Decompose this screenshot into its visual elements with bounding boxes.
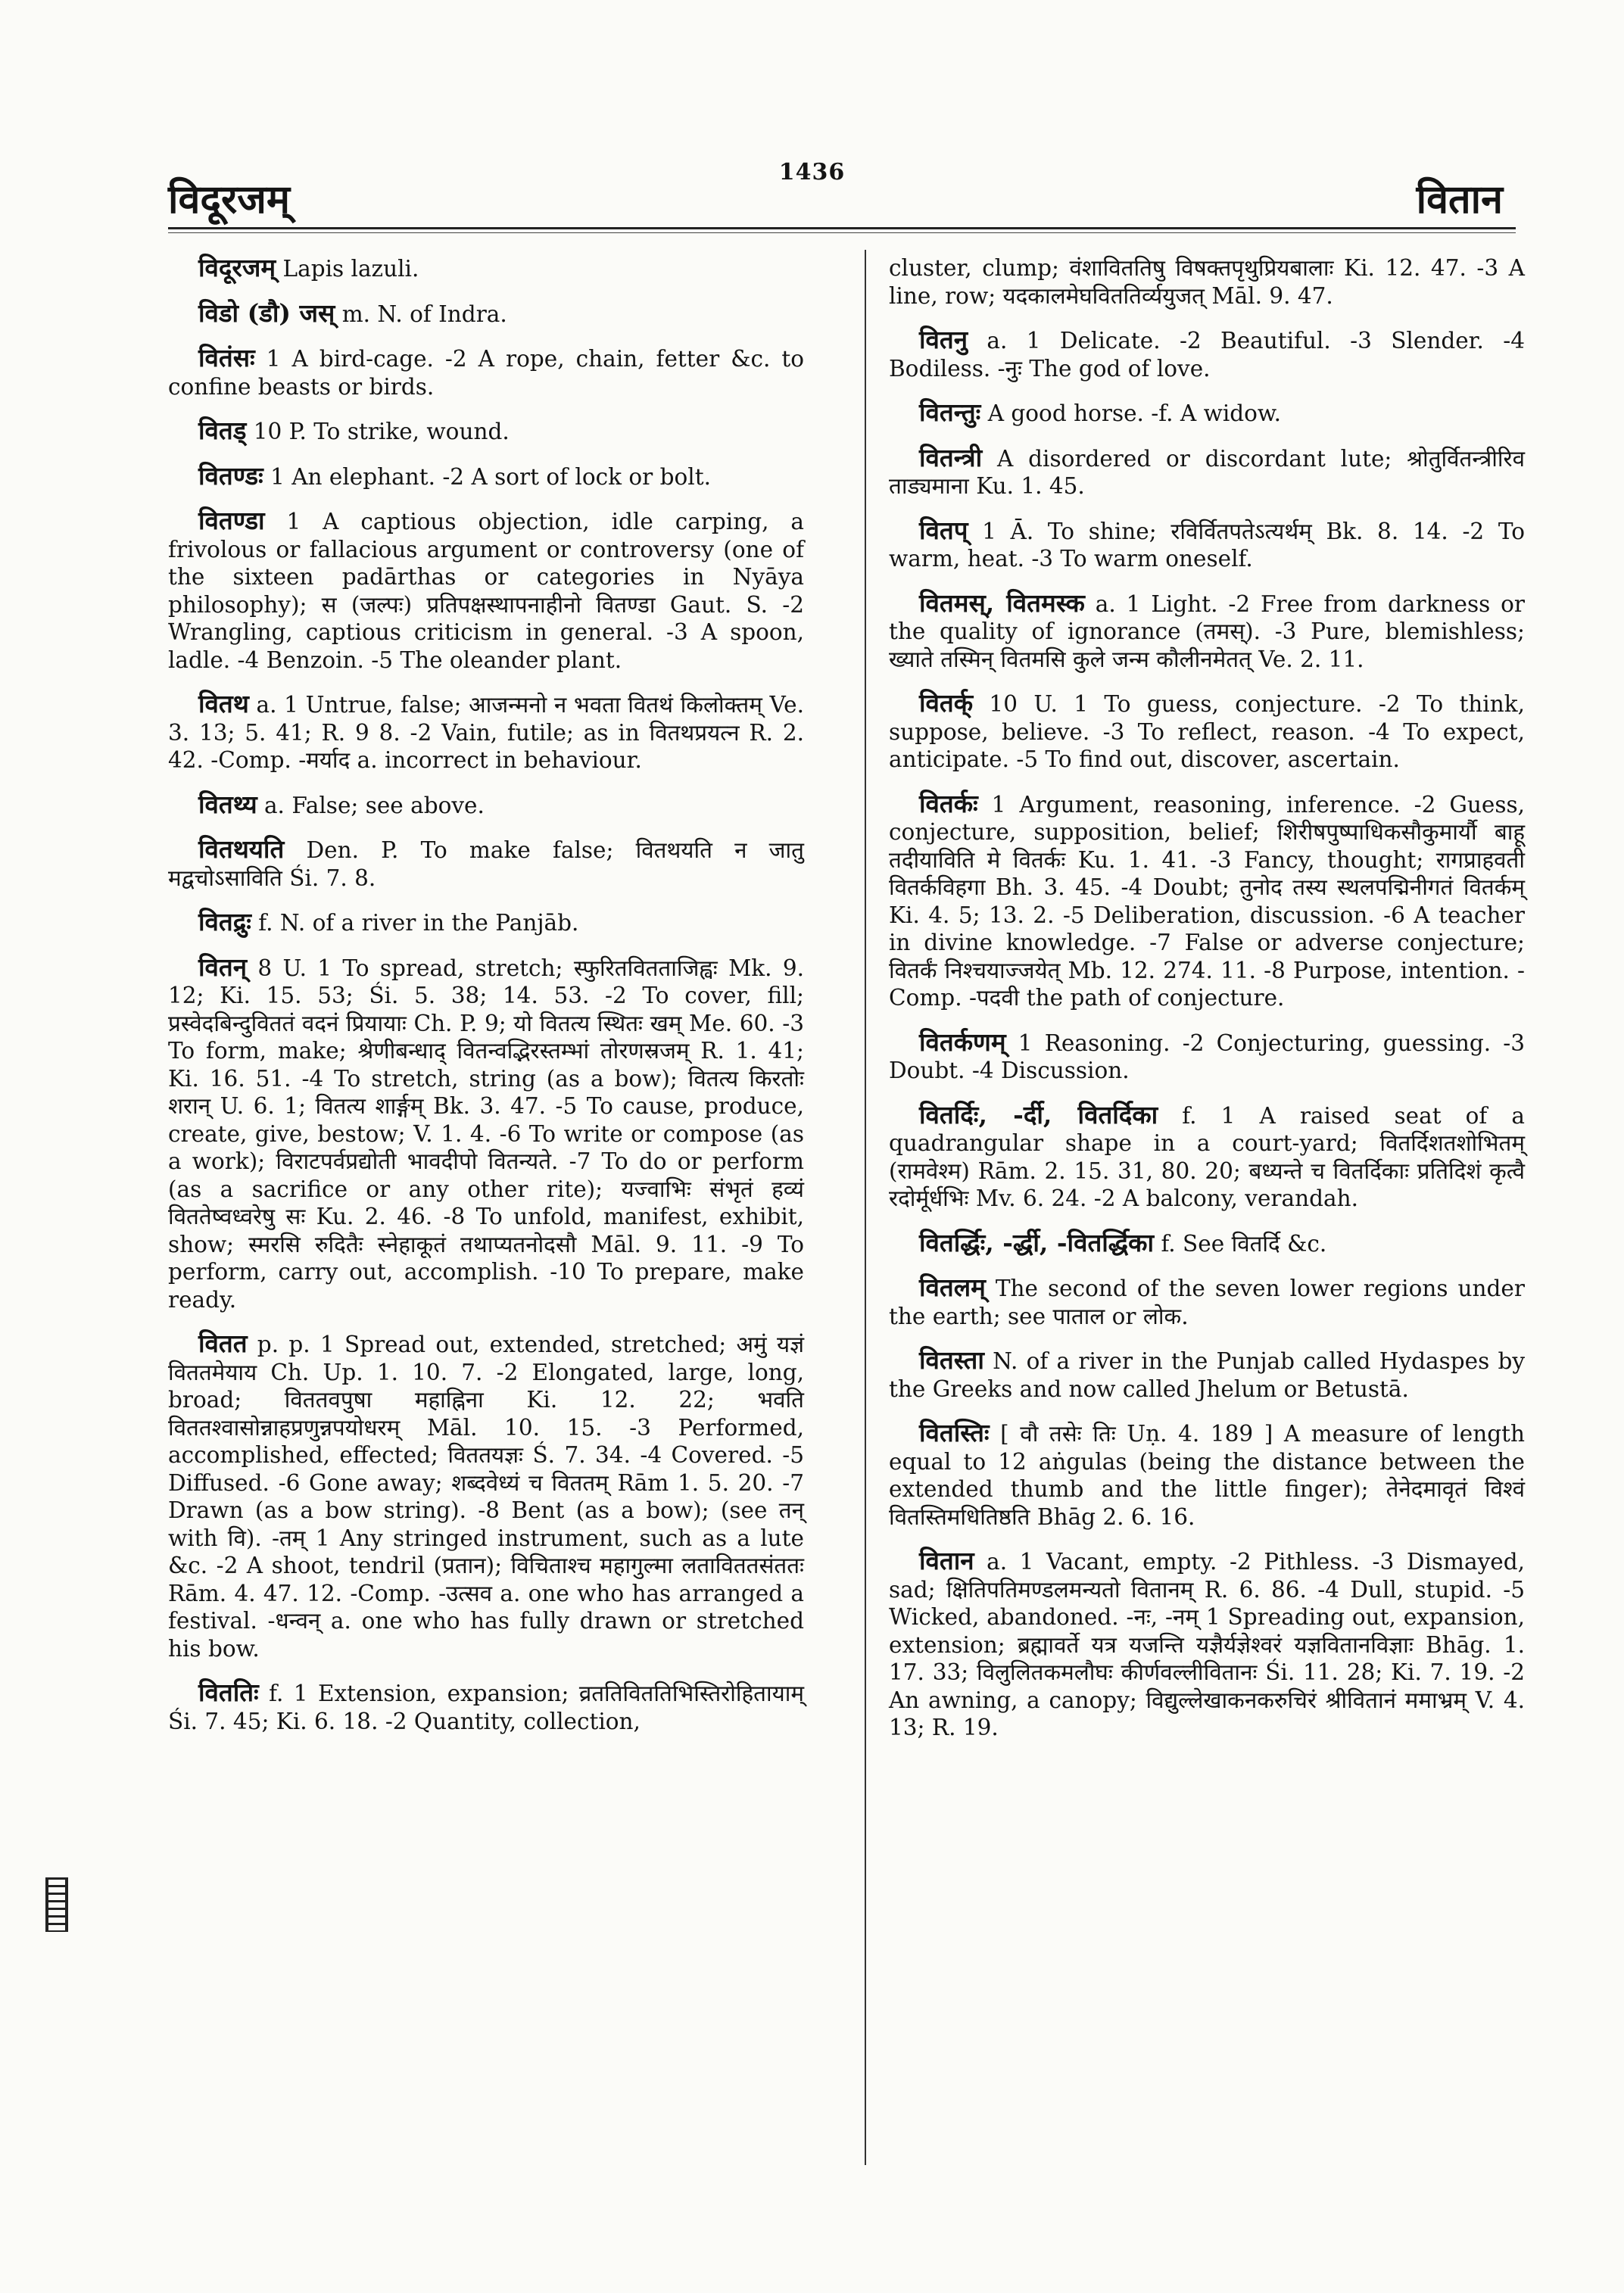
entry-headword: वितण्डा — [198, 506, 265, 535]
dictionary-entry — [889, 326, 1525, 382]
entry-definition: 1 A captious objection, idle carping, a frivolous or fallacious argument or controversy (one of the sixteen padārthas or categories in Nyāya philosophy); स (जल्पः) प्रतिपक्षस्थापनाहीनो वितण्डा Gaut. S. -2 Wrangling, captious criticism in general. -3 A spoon, ladle. -4 Benzoin. -5 The oleander plant. — [168, 509, 804, 673]
header-right-word: वितान — [1416, 176, 1503, 223]
entry-headword: वितान — [919, 1546, 974, 1575]
dictionary-entry — [889, 587, 1525, 674]
entry-definition: A disordered or discordant lute; श्रोतुर्वितन्त्रीरिव ताड्यमाना Ku. 1. 45. — [889, 445, 1525, 499]
entry-definition: 1 Reasoning. -2 Conjecturing, guessing. -3 Doubt. -4 Discussion. — [889, 1030, 1525, 1083]
header-left-word: विदूरजम् — [168, 176, 290, 223]
entry-headword: वितंसः — [198, 343, 255, 372]
entry-definition: a. 1 Vacant, empty. -2 Pithless. -3 Dismayed, sad; क्षितिपतिमण्डलमन्यतो वितानम् R. 6. 86. -4 Dull, stupid. -5 Wicked, abandoned. -नः, -नम् 1 Spreading out, expansion, extension; ब्रह्मावर्ते यत्र यजन्ति यज्ञैर्यज्ञेश्वरं यज्ञवितानविज्ञाः Bhāg. 1. 17. 33; विलुलितकमलौघः कीर्णवल्लीवितानः Śi. 11. 28; Ki. 7. 19. -2 An awning, a canopy; विद्युल्लेखाकनकरुचिरं श्रीवितानं ममाभ्रम् V. 4. 13; R. 19. — [889, 1549, 1525, 1740]
header-rule-thick — [168, 227, 1516, 229]
dictionary-entry — [889, 1029, 1525, 1085]
dictionary-entry — [168, 690, 804, 774]
entry-definition: [ वौ तसेः तिः Uṇ. 4. 189 ] A measure of length equal to 12 aṅgulas (being the distance between the extended thumb and the little finger); तेनेदमावृतं विश्वं वितस्तिमधितिष्ठति Bhāg 2. 6. 16. — [889, 1421, 1525, 1530]
dictionary-entry — [889, 1101, 1525, 1213]
entry-definition: 10 P. To strike, wound. — [246, 419, 510, 444]
entry-definition: 8 U. 1 To spread, stretch; स्फुरितवितताजिह्वः Mk. 9. 12; Ki. 15. 53; Śi. 5. 38; 14. 53. -2 To cover, fill; प्रस्वेदबिन्दुविततं वदनं प्रियायाः Ch. P. 9; यो वितत्य स्थितः खम् Me. 60. -3 To form, make; श्रेणीबन्धाद् वितन्वद्भिरस्तम्भां तोरणस्रजम् R. 1. 41; Ki. 16. 51. -4 To stretch, string (as a bow); वितत्य किरतोः शरान् U. 6. 1; वितत्य शार्ङ्गम् Bk. 3. 47. -5 To cause, produce, create, give, bestow; V. 1. 4. -6 To write or compose (as a work); विराटपर्वप्रद्योती भावदीपो वितन्यते. -7 To do or perform (as a sacrifice or any other rite); यज्वाभिः संभृतं हव्यं विततेष्वध्वरेषु सः Ku. 2. 46. -8 To unfold, manifest, exhibit, show; स्मरसि रुदितैः स्नेहाकूतं तथाप्यतनोदसौ Māl. 9. 11. -9 To perform, carry out, accomplish. -10 To prepare, make ready. — [168, 955, 804, 1313]
entry-definition: Lapis lazuli. — [276, 256, 419, 282]
dictionary-entry — [889, 1347, 1525, 1403]
entry-headword: वितर्कणम् — [919, 1027, 1006, 1057]
entry-headword: वितत — [198, 1329, 248, 1358]
header-rule-thin — [168, 232, 1516, 233]
dictionary-entry — [168, 1679, 804, 1735]
entry-headword: वितप् — [919, 515, 968, 545]
column-divider — [865, 250, 866, 2165]
entry-headword: वितन् — [198, 952, 248, 982]
entry-headword: वितस्ता — [919, 1345, 984, 1375]
entry-definition: f. 1 Extension, expansion; व्रततिविततिभिस्तिरोहितायाम् Śi. 7. 45; Ki. 6. 18. -2 Quantity, collection, — [168, 1681, 804, 1734]
dictionary-entry — [168, 836, 804, 892]
entry-headword: वितर्द्धिः, -र्द्धी, -वितर्द्धिका — [919, 1227, 1155, 1257]
dictionary-entry — [889, 1274, 1525, 1330]
entry-definition: 1 A bird-cage. -2 A rope, chain, fetter &c. to confine beasts or birds. — [168, 346, 804, 400]
dictionary-entry — [168, 460, 804, 491]
entry-definition: 10 U. 1 To guess, conjecture. -2 To think, suppose, believe. -3 To reflect, reason. -4 To expect, anticipate. -5 To find out, discover, ascertain. — [889, 691, 1525, 772]
dictionary-entry — [889, 1419, 1525, 1531]
dictionary-entry — [168, 954, 804, 1314]
entry-definition: Den. P. To make false; वितथयति न जातु मद्वचोऽसाविति Śi. 7. 8. — [168, 837, 804, 891]
entry-headword: वितथ — [198, 689, 249, 718]
dictionary-entry — [168, 300, 804, 329]
entry-definition: cluster, clump; वंशाविततिषु विषक्तपृथुप्रियबालाः Ki. 12. 47. -3 A line, row; यदकालमेघविततिर्व्ययुजत् Māl. 9. 47. — [889, 255, 1525, 309]
entry-definition: f. N. of a river in the Panjāb. — [251, 910, 579, 936]
entry-headword: वितण्डः — [198, 460, 263, 491]
entry-headword: वितस्तिः — [919, 1418, 990, 1447]
entry-definition: 1 Ā. To shine; रविर्वितपतेऽत्यर्थम् Bk. 8. 14. -2 To warm, heat. -3 To warm oneself. — [889, 518, 1525, 572]
entry-definition: f. See वितर्दि &c. — [1154, 1230, 1327, 1257]
dictionary-entry — [889, 690, 1525, 774]
right-column — [889, 254, 1525, 1759]
margin-marker-icon — [45, 1877, 68, 1932]
entry-definition: The second of the seven lower regions under the earth; see पाताल or लोक. — [889, 1276, 1525, 1329]
entry-definition: a. 1 Untrue, false; आजन्मनो न भवता वितथं किलोक्तम् Ve. 3. 13; 5. 41; R. 9 8. -2 Vain, futile; as in वितथप्रयत्न R. 2. 42. -Comp. -मर्याद a. incorrect in behaviour. — [168, 692, 804, 773]
dictionary-entry — [168, 507, 804, 674]
entry-headword: वितथ्य — [198, 789, 257, 819]
dictionary-entry — [168, 344, 804, 400]
entry-definition: p. p. 1 Spread out, extended, stretched; अमुं यज्ञं विततमेयाय Ch. Up. 1. 10. 7. -2 Elongated, large, long, broad; विततवपुषा महाह्निना Ki. 12. 22; भवति विततश्वासोन्नाहप्रणुन्नपयोधरम् Māl. 10. 15. -3 Performed, accomplished, effected; विततयज्ञः Ś. 7. 34. -4 Covered. -5 Diffused. -6 Gone away; शब्दवेध्यं च विततम् Rām 1. 5. 20. -7 Drawn (as a bow string). -8 Bent (as a bow); (see तन् with वि). -तम् 1 Any stringed instrument, such as a lute &c. -2 A shoot, tendril (प्रतान); विचिताश्च महागुल्मा लताविततसंततः Rām. 4. 47. 12. -Comp. -उत्सव a. one who has arranged a festival. -धन्वन् a. one who has fully drawn or stretched his bow. — [168, 1332, 804, 1662]
dictionary-entry — [168, 908, 804, 937]
entry-headword: वितमस्, वितमस्क — [919, 587, 1085, 618]
entry-headword: विडो (डौ) जस् — [198, 298, 335, 328]
entry-definition: a. False; see above. — [257, 792, 485, 818]
page-number: 1436 — [778, 159, 846, 185]
entry-headword: वितर्कः — [919, 788, 978, 818]
entry-definition: f. 1 A raised seat of a quadrangular shape in a court-yard; वितर्दिशतशोभितम् (रामवेश्म) Rām. 2. 15. 31, 80. 20; बध्यन्ते च वितर्दिकाः प्रतिदिशं कृत्वै रदोर्मूर्धभिः Mv. 6. 24. -2 A balcony, verandah. — [889, 1102, 1525, 1211]
entry-headword: वितर्दिः, -र्दी, वितर्दिका — [919, 1099, 1158, 1129]
dictionary-entry — [168, 1330, 804, 1662]
dictionary-entry — [889, 517, 1525, 573]
entry-definition: N. of a river in the Punjab called Hydaspes by the Greeks and now called Jhelum or Betustā. — [889, 1348, 1525, 1402]
entry-definition: a. 1 Delicate. -2 Beautiful. -3 Slender. -4 Bodiless. -नुः The god of love. — [889, 328, 1525, 382]
entry-headword: वितन्त्री — [919, 442, 983, 472]
entry-headword: वितड् — [198, 416, 247, 445]
entry-headword: विदूरजम् — [198, 253, 276, 282]
dictionary-entry — [889, 444, 1525, 500]
entry-headword: वितर्क् — [919, 688, 974, 718]
dictionary-entry — [889, 1229, 1525, 1258]
entry-definition: 1 An elephant. -2 A sort of lock or bolt. — [263, 463, 711, 490]
entry-headword: वितद्रुः — [198, 907, 251, 936]
entry-definition: a. 1 Light. -2 Free from darkness or the quality of ignorance (तमस्). -3 Pure, blemishless; ख्याते तस्मिन् वितमसि कुले जन्म कौलीनमेतत् Ve. 2. 11. — [889, 590, 1525, 672]
dictionary-entry — [168, 791, 804, 820]
entry-headword: विततिः — [198, 1678, 259, 1707]
entry-headword: वितनु — [919, 325, 968, 354]
entry-definition: 1 Argument, reasoning, inference. -2 Guess, conjecture, supposition, belief; शिरीषपुष्पाधिकसौकुमार्यौ बाहू तदीयाविति मे वितर्कः Ku. 1. 41. -3 Fancy, thought; रागप्राहवती वितर्कविहगा Bh. 3. 45. -4 Doubt; तुनोद तस्य स्थलपद्मिनीगतं वितर्कम् Ki. 4. 5; 13. 2. -5 Deliberation, discussion. -6 A teacher in divine knowledge. -7 False or adverse conjecture; वितर्कं निश्चयाज्जयेत् Mb. 12. 274. 11. -8 Purpose, intention. -Comp. -पदवी the path of conjecture. — [889, 791, 1525, 1011]
entry-definition: A good horse. -f. A widow. — [980, 400, 1282, 426]
dictionary-entry — [168, 254, 804, 283]
entry-headword: वितथयति — [198, 834, 285, 864]
dictionary-entry — [889, 399, 1525, 428]
left-column — [168, 254, 804, 1752]
dictionary-entry — [889, 1547, 1525, 1742]
dictionary-entry — [889, 790, 1525, 1012]
dictionary-entry — [889, 254, 1525, 310]
entry-headword: वितलम् — [919, 1273, 986, 1302]
dictionary-entry — [168, 417, 804, 446]
entry-definition: m. N. of Indra. — [335, 301, 507, 327]
entry-headword: वितन्तुः — [919, 397, 981, 427]
